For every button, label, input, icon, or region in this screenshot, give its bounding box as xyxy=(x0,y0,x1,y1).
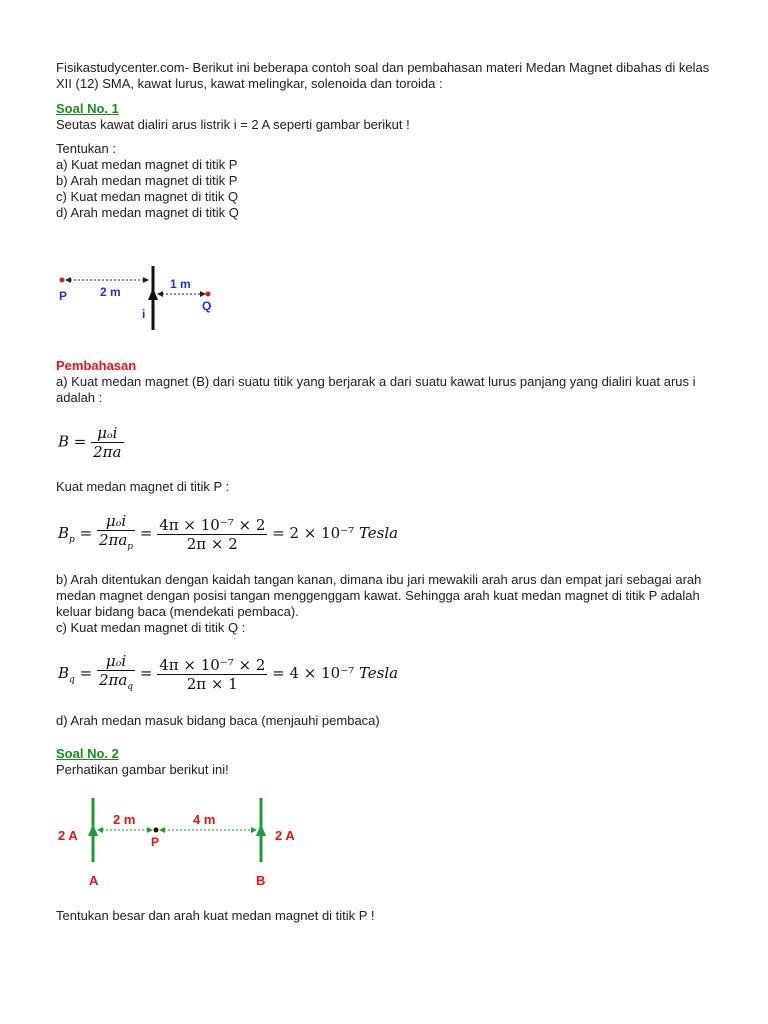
label-p: P xyxy=(59,289,68,303)
formula-2-eq-2: = xyxy=(139,524,153,542)
arrowhead-left-p xyxy=(65,277,71,283)
intro-line-2: XII (12) SMA, kawat lurus, kawat melingkar, solenoida dan toroida : xyxy=(56,76,443,91)
formula-3-eq: = xyxy=(79,664,93,682)
formula-1-numerator: μₒi xyxy=(91,424,123,443)
formula-3-den-1: $2\pi a_q$ xyxy=(98,671,134,692)
formula-2-num-2: 4π × 10⁻⁷ × 2 xyxy=(159,515,266,534)
label-i: i xyxy=(142,307,146,321)
dist-b-label: 4 m xyxy=(193,812,216,827)
soal-2-heading: Soal No. 2 xyxy=(56,746,119,761)
figure-1-wire-diagram xyxy=(50,258,230,338)
formula-3-unit: Tesla xyxy=(358,664,399,682)
label-q: Q xyxy=(202,299,212,313)
current-a-label: 2 A xyxy=(58,828,78,843)
soal-2-question: Tentukan besar dan arah kuat medan magnet di titik P ! xyxy=(56,908,375,923)
formula-b-general xyxy=(58,424,124,461)
wire-a-label: A xyxy=(89,873,99,888)
formula-2-den-2: 2π × 2 xyxy=(186,534,238,553)
formula-3-fraction-2 xyxy=(157,656,267,693)
formula-2-result: = 2 × 10⁻⁷ xyxy=(272,524,355,542)
point-p-dot xyxy=(60,278,65,283)
formula-3-eq-2: = xyxy=(139,664,153,682)
pembahasan-heading: Pembahasan xyxy=(56,358,137,373)
wire-b-arrowhead xyxy=(256,824,266,836)
formula-1-denominator: 2πa xyxy=(93,443,122,461)
pembahasan-a-line-1: a) Kuat medan magnet (B) dari suatu titik yang berjarak a dari suatu kawat lurus panjang yang dialiri kuat arus i xyxy=(56,374,696,389)
formula-3-num-2: 4π × 10⁻⁷ × 2 xyxy=(159,655,266,674)
formula-2-lhs: B xyxy=(58,524,70,542)
soal-2-statement: Perhatikan gambar berikut ini! xyxy=(56,762,229,777)
tentukan-label: Tentukan : xyxy=(56,141,116,156)
point-p-label: P xyxy=(151,835,160,849)
point-p-dot xyxy=(154,828,159,833)
soal-1-statement: Seutas kawat dialiri arus listrik i = 2 A seperti gambar berikut ! xyxy=(56,117,410,132)
kuat-medan-p-label: Kuat medan magnet di titik P : xyxy=(56,479,230,494)
formula-bp xyxy=(58,512,398,556)
current-b-label: 2 A xyxy=(275,828,295,843)
formula-1-lhs: B = xyxy=(58,432,87,451)
question-c: c) Kuat medan magnet di titik Q xyxy=(56,189,239,204)
formula-bq xyxy=(58,652,398,696)
formula-2-unit: Tesla xyxy=(358,524,399,542)
pembahasan-a-line-2: adalah : xyxy=(56,390,103,405)
wire-a-arrowhead xyxy=(88,824,98,836)
formula-2-fraction-2 xyxy=(157,516,267,553)
formula-3-lhs-sub: q xyxy=(69,675,75,685)
arrowhead-a-left xyxy=(97,827,103,833)
arrowhead-left-q xyxy=(157,291,163,297)
point-q-dot xyxy=(206,292,211,297)
arrowhead-right-q xyxy=(200,291,206,297)
question-a: a) Kuat medan magnet di titik P xyxy=(56,157,238,172)
formula-2-fraction-1 xyxy=(97,512,135,556)
arrowhead-b-left xyxy=(159,827,165,833)
pembahasan-c-line: c) Kuat medan magnet di titik Q : xyxy=(56,620,246,635)
pembahasan-d-line: d) Arah medan masuk bidang baca (menjauhi pembaca) xyxy=(56,713,380,728)
formula-2-eq: = xyxy=(79,524,93,542)
formula-3-lhs: B xyxy=(58,664,70,682)
formula-1-fraction xyxy=(91,424,123,461)
formula-2-den-1: $2\pi a_p$ xyxy=(98,531,134,552)
intro-line-1: Fisikastudycenter.com- Berikut ini beberapa contoh soal dan pembahasan materi Medan Magnet dibahas di kelas xyxy=(56,60,710,75)
arrowhead-a-right xyxy=(147,827,153,833)
formula-3-num-1: μₒi xyxy=(97,652,135,671)
question-d: d) Arah medan magnet di titik Q xyxy=(56,205,239,220)
pembahasan-b-line-1: b) Arah ditentukan dengan kaidah tangan kanan, dimana ibu jari mewakili arah arus dan empat jari sebagai arah xyxy=(56,572,702,587)
arrowhead-b-right xyxy=(251,827,257,833)
formula-3-result: = 4 × 10⁻⁷ xyxy=(272,664,355,682)
label-dist-p: 2 m xyxy=(100,285,121,299)
pembahasan-b-line-3: keluar bidang baca (mendekati pembaca). xyxy=(56,604,299,619)
formula-2-num-1: μₒi xyxy=(97,512,135,531)
formula-2-lhs-sub: p xyxy=(69,535,75,545)
question-b: b) Arah medan magnet di titik P xyxy=(56,173,238,188)
figure-2-two-wires-diagram xyxy=(50,790,320,890)
label-dist-q: 1 m xyxy=(170,277,191,291)
formula-3-den-2: 2π × 1 xyxy=(186,674,238,693)
pembahasan-b-line-2: medan magnet dengan posisi tangan menggenggam kawat. Sehingga arah kuat medan magnet di titik P adalah xyxy=(56,588,700,603)
soal-1-heading: Soal No. 1 xyxy=(56,101,119,116)
arrowhead-right-p xyxy=(143,277,149,283)
dist-a-label: 2 m xyxy=(113,812,136,827)
formula-3-fraction-1 xyxy=(97,652,135,696)
wire-b-label: B xyxy=(256,873,266,888)
current-arrowhead xyxy=(148,288,158,300)
